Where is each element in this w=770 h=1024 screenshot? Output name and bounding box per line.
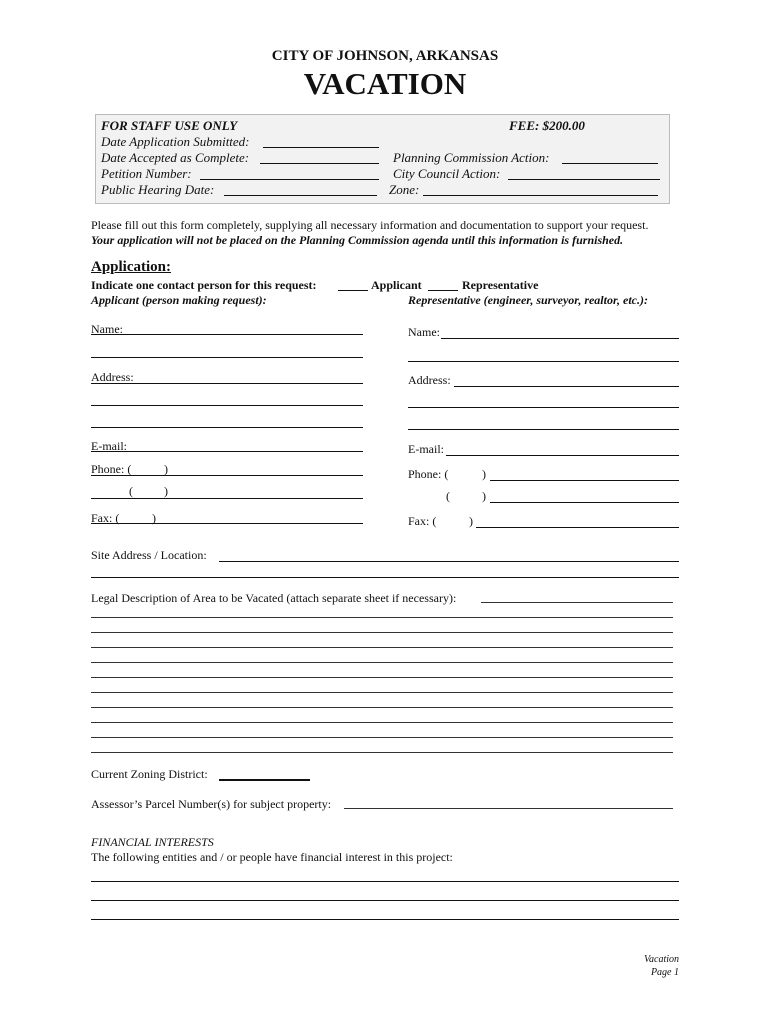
applicant-address-field[interactable]: [91, 383, 363, 384]
instructions-text: Please fill out this form completely, supplying all necessary information and documentation to support your request.: [91, 218, 649, 232]
legal-line-6[interactable]: [91, 692, 673, 693]
petition-number-field[interactable]: [200, 179, 379, 180]
rep-fax-field[interactable]: [476, 527, 679, 528]
instructions-warning: Your application will not be placed on the Planning Commission agenda until this information is furnished.: [91, 233, 624, 247]
applicant-phone2-open: (: [129, 484, 133, 498]
legal-line-7[interactable]: [91, 707, 673, 708]
applicant-address-field-2[interactable]: [91, 405, 363, 406]
applicant-address-label: Address:: [91, 370, 134, 384]
date-submitted-label: Date Application Submitted:: [101, 134, 250, 149]
rep-phone-label: Phone: (: [408, 467, 449, 481]
rep-name-field-2[interactable]: [408, 361, 679, 362]
applicant-email-field[interactable]: [91, 451, 363, 452]
public-hearing-label: Public Hearing Date:: [101, 182, 215, 197]
legal-line-2[interactable]: [91, 632, 673, 633]
date-accepted-label: Date Accepted as Complete:: [101, 150, 250, 165]
representative-heading: Representative (engineer, surveyor, realtor, etc.):: [408, 293, 648, 307]
application-heading: Application:: [91, 259, 172, 275]
zone-field[interactable]: [423, 195, 658, 196]
applicant-fax-label: Fax: (: [91, 511, 120, 525]
petition-number-label: Petition Number:: [101, 166, 192, 181]
applicant-fax-field[interactable]: [91, 523, 363, 524]
rep-phone2-open: (: [446, 489, 450, 503]
applicant-phone2-field[interactable]: [91, 498, 363, 499]
financial-heading: FINANCIAL INTERESTS: [91, 835, 214, 849]
rep-name-field[interactable]: [441, 338, 679, 339]
rep-fax-paren: ): [469, 514, 473, 528]
option-representative: Representative: [462, 278, 539, 292]
rep-phone-field[interactable]: [490, 480, 679, 481]
applicant-heading: Applicant (person making request):: [91, 293, 267, 307]
staff-use-heading: FOR STAFF USE ONLY: [101, 118, 238, 133]
financial-text: The following entities and / or people have financial interest in this project:: [91, 850, 453, 864]
date-accepted-field[interactable]: [260, 163, 379, 164]
applicant-fax-paren: ): [152, 511, 156, 525]
council-action-label: City Council Action:: [393, 166, 501, 181]
rep-address-label: Address:: [408, 373, 451, 387]
contact-prompt: Indicate one contact person for this request:: [91, 278, 317, 292]
option-applicant: Applicant: [371, 278, 422, 292]
rep-name-label: Name:: [408, 325, 440, 339]
applicant-address-field-3[interactable]: [91, 427, 363, 428]
city-header: CITY OF JOHNSON, ARKANSAS: [271, 48, 499, 64]
financial-line-3[interactable]: [91, 919, 679, 920]
legal-line-5[interactable]: [91, 677, 673, 678]
applicant-name-label: Name:: [91, 322, 123, 336]
legal-line-9[interactable]: [91, 737, 673, 738]
planning-action-field[interactable]: [562, 163, 658, 164]
financial-line-1[interactable]: [91, 881, 679, 882]
legal-line-8[interactable]: [91, 722, 673, 723]
legal-line-3[interactable]: [91, 647, 673, 648]
site-address-label: Site Address / Location:: [91, 548, 207, 562]
rep-phone2-close: ): [482, 489, 486, 503]
rep-address-field-3[interactable]: [408, 429, 679, 430]
site-address-field-2[interactable]: [91, 577, 679, 578]
rep-address-field[interactable]: [454, 386, 679, 387]
planning-action-label: Planning Commission Action:: [393, 150, 550, 165]
zoning-label: Current Zoning District:: [91, 767, 208, 781]
legal-line-4[interactable]: [91, 662, 673, 663]
applicant-phone-paren: ): [164, 462, 168, 476]
legal-description-label: Legal Description of Area to be Vacated (attach separate sheet if necessary):: [91, 591, 457, 605]
legal-line-1[interactable]: [91, 617, 673, 618]
applicant-name-field[interactable]: [91, 334, 363, 335]
footer-doc-name: Vacation: [644, 954, 679, 965]
site-address-field[interactable]: [219, 561, 679, 562]
rep-phone-paren: ): [482, 467, 486, 481]
council-action-field[interactable]: [508, 179, 660, 180]
applicant-email-label: E-mail:: [91, 439, 127, 453]
date-submitted-field[interactable]: [263, 147, 379, 148]
rep-email-field[interactable]: [446, 455, 679, 456]
form-title: VACATION: [303, 66, 467, 101]
rep-email-label: E-mail:: [408, 442, 444, 456]
applicant-name-field-2[interactable]: [91, 357, 363, 358]
rep-address-field-2[interactable]: [408, 407, 679, 408]
footer-page-number: Page 1: [650, 967, 679, 978]
financial-line-2[interactable]: [91, 900, 679, 901]
legal-line-10[interactable]: [91, 752, 673, 753]
applicant-phone-field[interactable]: [91, 475, 363, 476]
zone-label: Zone:: [389, 182, 420, 197]
rep-phone2-field[interactable]: [490, 502, 679, 503]
legal-description-field[interactable]: [481, 602, 673, 603]
parcel-field[interactable]: [344, 808, 673, 809]
zoning-field[interactable]: [219, 779, 310, 781]
representative-check-field[interactable]: [428, 290, 458, 291]
rep-fax-label: Fax: (: [408, 514, 437, 528]
applicant-phone-label: Phone: (: [91, 462, 132, 476]
fee-label: FEE: $200.00: [509, 118, 585, 133]
public-hearing-field[interactable]: [224, 195, 377, 196]
applicant-check-field[interactable]: [338, 290, 368, 291]
parcel-label: Assessor’s Parcel Number(s) for subject property:: [91, 797, 332, 811]
applicant-phone2-close: ): [164, 484, 168, 498]
